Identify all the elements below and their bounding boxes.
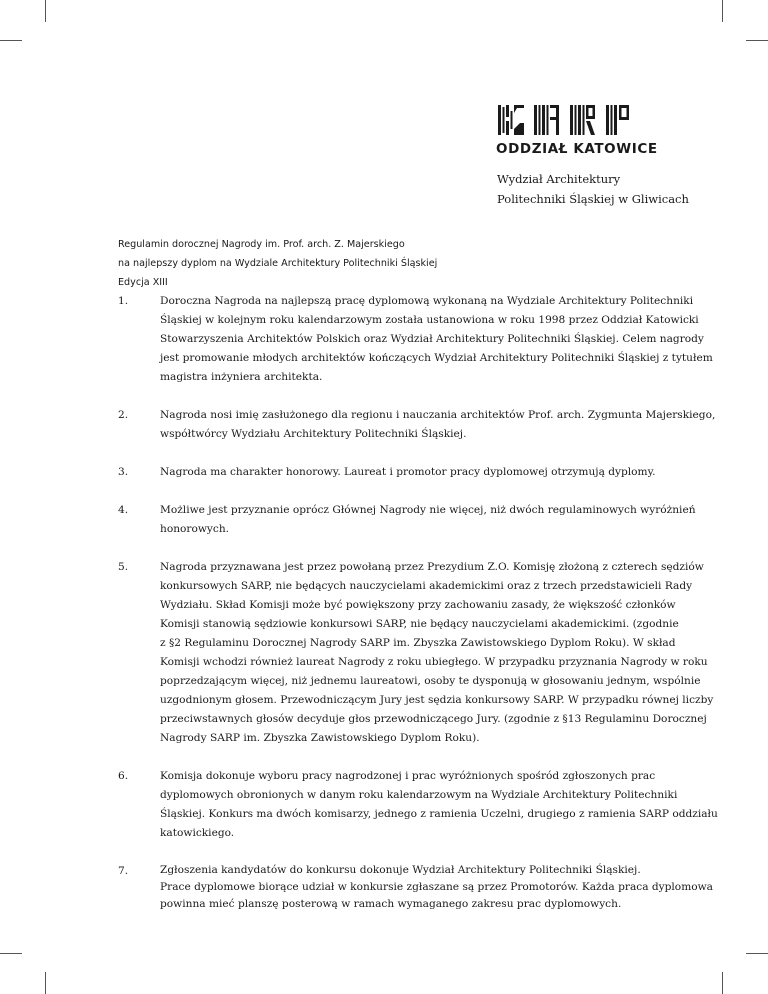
sarp-logo	[496, 103, 658, 157]
text-line: Możliwe jest przyznanie oprócz Głównej Nagrody nie więcej, niż dwóch regulaminowych wyróżnień	[160, 504, 696, 516]
item-number: 1.	[118, 295, 129, 307]
text-line: Śląskiej w kolejnym roku kalendarzowym została ustanowiona w roku 1998 przez Oddział Katowicki	[160, 314, 699, 326]
text-line: magistra inżyniera architekta.	[160, 371, 323, 383]
item-number: 5.	[118, 561, 129, 573]
text-line: jest promowanie młodych architektów kończących Wydział Architektury Politechniki Śląskiej z tytułem	[160, 352, 713, 364]
text-line: Komisji wchodzi również laureat Nagrody z roku ubiegłego. W przypadku przyznania Nagrody w roku	[160, 656, 708, 668]
text-line: uzgodnionym głosem. Przewodniczącym Jury jest sędzia konkursowy SARP. W przypadku równej liczby	[160, 694, 714, 706]
text-line: Nagrody SARP im. Zbyszka Zawistowskiego Dyplom Roku).	[160, 732, 480, 744]
title-line-2: na najlepszy dyplom na Wydziale Architektury Politechniki Śląskiej	[118, 258, 438, 269]
faculty-block	[497, 169, 689, 209]
crop-mark-top-right	[722, 0, 723, 22]
text-line: przeciwstawnych głosów decyduje głos przewodniczącego Jury. (zgodnie z §13 Regulaminu Dorocznej	[160, 713, 707, 725]
crop-mark-bottom-left	[45, 972, 46, 994]
text-line: współtwórcy Wydziału Architektury Politechniki Śląskiej.	[160, 428, 467, 440]
crop-mark-bottom-right	[722, 972, 723, 994]
text-line: Nagroda przyznawana jest przez powołaną przez Prezydium Z.O. Komisję złożoną z czterech sędziów	[160, 561, 704, 573]
item-text	[160, 862, 713, 913]
crop-mark-top-left-h	[0, 40, 22, 41]
text-line: Stowarzyszenia Architektów Polskich oraz Wydział Architektury Politechniki Śląskiej. Celem nagrody	[160, 333, 704, 345]
text-line: Nagroda ma charakter honorowy. Laureat i promotor pracy dyplomowej otrzymują dyplomy.	[160, 466, 656, 478]
list-item	[118, 501, 696, 539]
text-line: Zgłoszenia kandydatów do konkursu dokonuje Wydział Architektury Politechniki Śląskiej.	[160, 864, 641, 876]
item-text	[160, 463, 656, 482]
crop-mark-bottom-left-h	[0, 953, 22, 954]
text-line: Komisja dokonuje wyboru pracy nagrodzonej i prac wyróżnionych spośród zgłoszonych prac	[160, 770, 656, 782]
list-item	[118, 767, 718, 843]
logo-branch-name: ODDZIAŁ KATOWICE	[496, 141, 658, 157]
list-item	[118, 463, 688, 482]
crop-mark-bottom-right-h	[746, 953, 768, 954]
text-line: katowickiego.	[160, 827, 235, 839]
text-line: Doroczna Nagroda na najlepszą pracę dyplomową wykonaną na Wydziale Architektury Politechniki	[160, 295, 694, 307]
title-line-1: Regulamin dorocznej Nagrody im. Prof. arch. Z. Majerskiego	[118, 239, 405, 250]
text-line: powinna mieć planszę posterową w ramach wymaganego zakresu prac dyplomowych.	[160, 898, 622, 910]
sarp-logo-mark	[496, 103, 636, 139]
text-line: Komisji stanowią sędziowie konkursowi SARP, nie będący nauczycielami akademickimi. (zgodnie	[160, 618, 679, 630]
text-line: Wydziału. Skład Komisji może być powiększony przy zachowaniu zasady, że większość członków	[160, 599, 676, 611]
text-line: dyplomowych obronionych w danym roku kalendarzowym na Wydziale Architektury Politechniki	[160, 789, 678, 801]
text-line: poprzedzającym więcej, niż jednemu laureatowi, osoby te dysponują w głosowaniu jednym, wspólnie	[160, 675, 701, 687]
item-number: 6.	[118, 770, 129, 782]
text-line: Nagroda nosi imię zasłużonego dla regionu i nauczania architektów Prof. arch. Zygmunta Majerskiego,	[160, 409, 716, 421]
faculty-line-1: Wydział Architektury	[497, 172, 621, 186]
crop-mark-top-right-h	[746, 40, 768, 41]
item-text	[160, 767, 718, 843]
list-item	[118, 292, 713, 387]
text-line: honorowych.	[160, 523, 230, 535]
item-number: 2.	[118, 409, 129, 421]
text-line: konkursowych SARP, nie będących nauczycielami akademickimi oraz z trzech przedstawicieli Rady	[160, 580, 693, 592]
text-line: z §2 Regulaminu Dorocznej Nagrody SARP im. Zbyszka Zawistowskiego Dyplom Roku). W skład	[160, 637, 676, 649]
list-item	[118, 406, 716, 444]
faculty-line-2: Politechniki Śląskiej w Gliwicach	[497, 192, 689, 206]
item-text	[160, 558, 713, 748]
item-text	[160, 292, 713, 387]
title-line-3: Edycja XIII	[118, 277, 168, 288]
list-item	[118, 862, 713, 913]
item-text	[160, 501, 696, 539]
regulations-list	[118, 292, 718, 913]
document-title	[118, 235, 437, 292]
item-text	[160, 406, 715, 444]
text-line: Śląskiej. Konkurs ma dwóch komisarzy, jednego z ramienia Uczelni, drugiego z ramienia SARP oddziału	[160, 808, 718, 820]
item-number: 4.	[118, 504, 129, 516]
item-number: 7.	[118, 865, 129, 877]
item-number: 3.	[118, 466, 129, 478]
crop-mark-top-left	[45, 0, 46, 22]
text-line: Prace dyplomowe biorące udział w konkursie zgłaszane są przez Promotorów. Każda praca dyplomowa	[160, 881, 713, 893]
list-item	[118, 558, 714, 748]
